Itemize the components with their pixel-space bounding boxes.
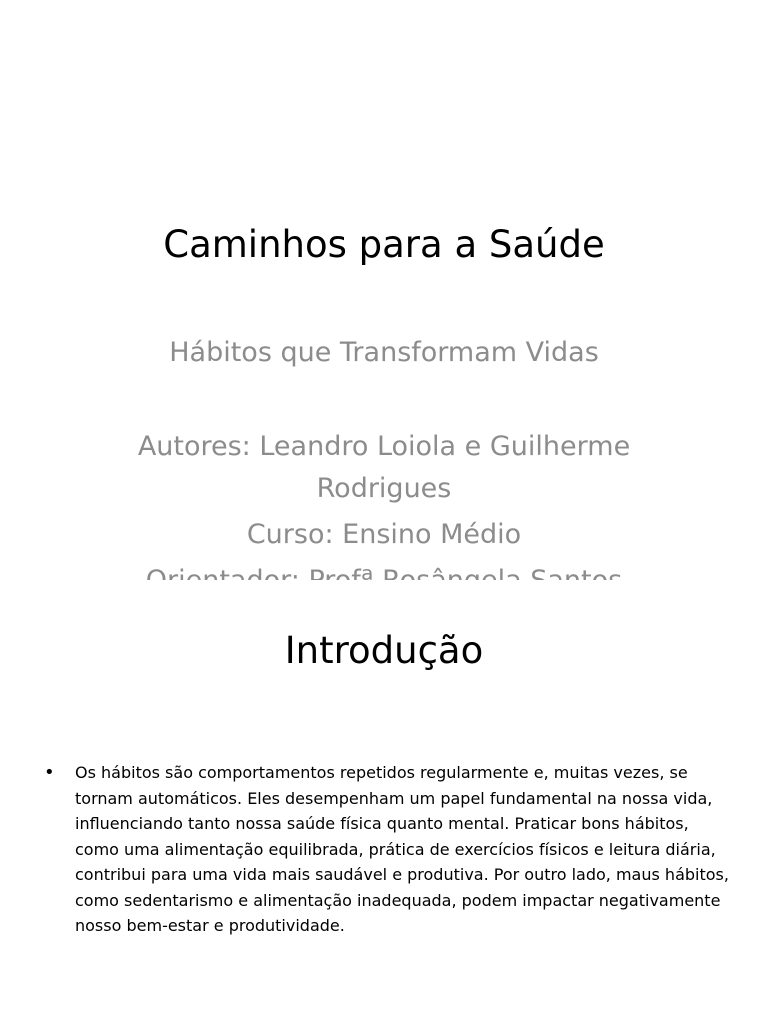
subtitle-block [84, 334, 684, 602]
bullet-list [40, 760, 730, 939]
spacer [84, 372, 684, 426]
slide-title: Caminhos para a Saúde [163, 223, 605, 266]
slide-subtitle: Hábitos que Transformam Vidas [169, 337, 599, 368]
bullet-icon: • [44, 762, 55, 783]
slide-title: Introdução [284, 629, 484, 672]
introduction-slide [0, 580, 768, 1024]
course-line: Curso: Ensino Médio [246, 519, 522, 550]
authors-line: Autores: Leandro Loiola e Guilherme Rodrigues [137, 431, 631, 504]
bullet-item [40, 760, 730, 939]
bullet-text: Os hábitos são comportamentos repetidos regularmente e, muitas vezes, se tornam automáticos. Eles desempenham um papel fundamental na nossa vida, influenciando tanto nossa saúde física quanto mental. Praticar bons hábitos, como uma alimentação equilibrada, prática de exercícios físicos e leitura diária, contribui para uma vida mais saudável e produtiva. Por outro lado, maus hábitos, como sedentarismo e alimentação inadequada, podem impactar negativamente nosso bem-estar e produtividade. [75, 763, 729, 935]
